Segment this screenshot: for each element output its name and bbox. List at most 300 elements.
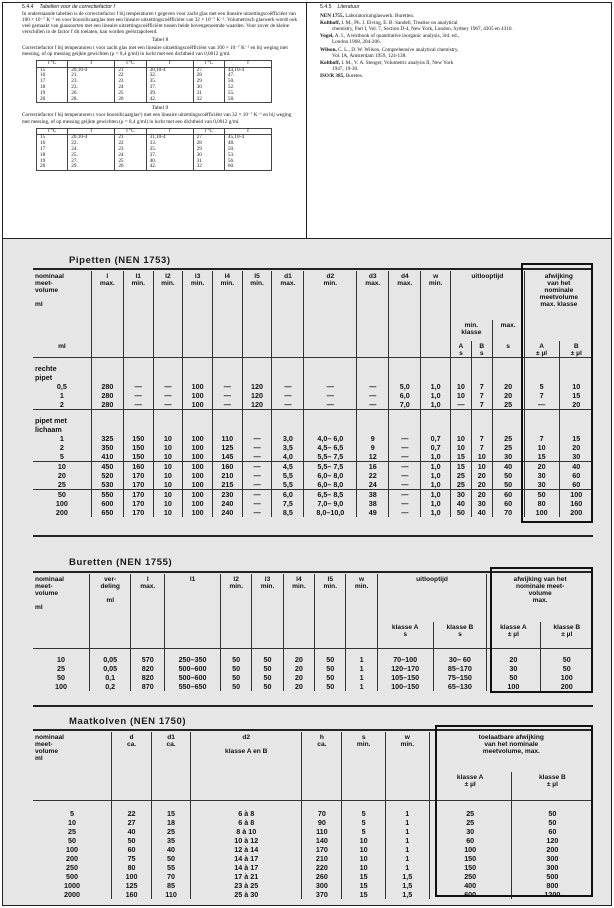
table-cell: 160 bbox=[123, 462, 153, 472]
table-cell: — bbox=[212, 391, 242, 400]
table-cell: 5,5– 7,5 bbox=[304, 462, 357, 472]
table-cell: — bbox=[272, 382, 304, 391]
table-cell: 38 bbox=[357, 490, 389, 500]
spacer bbox=[183, 341, 213, 358]
column-header: t °C bbox=[37, 128, 68, 135]
table-cell: 120 bbox=[511, 836, 593, 845]
table-cell: — bbox=[153, 391, 183, 400]
table-cell: 60 bbox=[429, 836, 511, 845]
table-cell: 7 bbox=[471, 400, 492, 410]
table-cell: 100 bbox=[183, 490, 213, 500]
table-cell: 450 bbox=[91, 462, 123, 472]
table-cell: — bbox=[153, 382, 183, 391]
table-cell: 38 bbox=[357, 499, 389, 508]
col-header-l1: l1 bbox=[165, 574, 221, 648]
spacer bbox=[91, 358, 123, 383]
table-cell: 12 bbox=[357, 452, 389, 462]
table-cell: 1 bbox=[385, 818, 429, 827]
table-cell: 10 bbox=[153, 452, 183, 462]
table-row bbox=[37, 97, 272, 103]
reference-continuation: London 1968, 204-206. bbox=[332, 39, 381, 46]
table-cell: 0,1 bbox=[90, 673, 131, 682]
table-cell: 60 bbox=[112, 845, 152, 854]
table-cell: 50 bbox=[252, 682, 283, 691]
spacer bbox=[389, 358, 421, 383]
pipetten-table bbox=[33, 271, 593, 517]
table-cell: 24. bbox=[68, 147, 115, 153]
table-cell: 1,5 bbox=[385, 890, 429, 899]
table-cell: 42. bbox=[146, 164, 193, 170]
left-section-title: Tabellen voor de correctiefactor f bbox=[39, 4, 115, 10]
col-header-l4: l4 min. bbox=[283, 574, 314, 648]
table-cell: 50 bbox=[57, 672, 66, 682]
table-cell: 6 à 8 bbox=[191, 818, 302, 827]
buretten-afwijking-box bbox=[490, 567, 593, 693]
reference-source: NEN 1755, bbox=[320, 13, 346, 20]
table-cell: 300 bbox=[511, 863, 593, 872]
table-cell: 1,0 bbox=[421, 499, 451, 508]
table-cell: 0,05 bbox=[90, 648, 131, 664]
col-afw-B-header: klasse B ± µl bbox=[511, 772, 593, 800]
spacer bbox=[304, 341, 357, 358]
col-header-l3: l3 min. bbox=[183, 271, 213, 341]
table-cell: 30 bbox=[429, 827, 511, 836]
table-cell: 31 bbox=[193, 159, 224, 165]
table-cell: 120 bbox=[242, 391, 272, 400]
table-cell: 15 bbox=[37, 135, 68, 141]
table-cell: — bbox=[242, 480, 272, 490]
table-cell: 20,10-4 bbox=[68, 135, 115, 141]
table-cell: 53. bbox=[224, 153, 271, 159]
table-cell: 1 bbox=[385, 800, 429, 818]
table-cell: 15 bbox=[342, 890, 386, 899]
table-cell: 0,05 bbox=[90, 664, 131, 673]
table-cell: 500 bbox=[66, 871, 79, 881]
column-header: f bbox=[68, 128, 115, 135]
table-cell: 23 à 25 bbox=[191, 881, 302, 890]
table-cell: 29 bbox=[193, 147, 224, 153]
table-cell: 600 bbox=[429, 890, 511, 899]
table-cell: 50 bbox=[315, 682, 346, 691]
spacer bbox=[91, 410, 123, 435]
table-cell: 1,0 bbox=[421, 382, 451, 391]
column-header: t °C bbox=[115, 60, 146, 67]
table-cell: 6 à 8 bbox=[191, 800, 302, 818]
table-cell: 6,0 bbox=[272, 490, 304, 500]
table-cell: 50 bbox=[152, 854, 191, 863]
table-cell: 22. bbox=[68, 141, 115, 147]
table-cell: 0,5 bbox=[56, 382, 67, 391]
table-cell: 45,10-4 bbox=[224, 135, 271, 141]
table-cell: 40 bbox=[471, 508, 492, 517]
table-cell: 170 bbox=[302, 845, 342, 854]
col-header-l: l max. bbox=[131, 574, 165, 648]
table-cell: 1,0 bbox=[421, 400, 451, 410]
table-cell: 5 bbox=[33, 800, 112, 818]
table-cell: 100 bbox=[559, 490, 593, 500]
table-cell: 37. bbox=[146, 153, 193, 159]
spacer bbox=[492, 410, 524, 435]
pipetten-rule bbox=[33, 268, 593, 270]
table-cell: 5 bbox=[524, 382, 559, 391]
reference-text: C. L., D. W. Wilson, Comprehensive analytical chemistry, bbox=[338, 46, 459, 53]
table-cell: 75 bbox=[112, 854, 152, 863]
table-cell: — bbox=[242, 452, 272, 462]
table-cell: 150 bbox=[123, 434, 153, 443]
table-cell: 10 bbox=[451, 382, 472, 391]
table-cell: 50 bbox=[540, 664, 593, 673]
table-cell: 16 bbox=[37, 141, 68, 147]
table-cell: 4,5 bbox=[272, 462, 304, 472]
table-cell: 25 bbox=[429, 800, 511, 818]
table-cell: 29 bbox=[193, 79, 224, 85]
table-cell: 15 bbox=[152, 800, 191, 818]
table-cell: 1,5 bbox=[385, 881, 429, 890]
table-cell: 30 bbox=[487, 664, 540, 673]
table-cell: 50 bbox=[451, 508, 472, 517]
table-cell: 240 bbox=[212, 499, 242, 508]
table-cell: 20 bbox=[57, 471, 66, 480]
table-cell: 40 bbox=[152, 845, 191, 854]
table-cell: 55. bbox=[224, 91, 271, 97]
table-cell: 20 bbox=[559, 443, 593, 452]
table-cell: 7 bbox=[524, 391, 559, 400]
table-cell: 120 bbox=[242, 400, 272, 410]
table-cell: 65–130 bbox=[433, 682, 487, 691]
table-cell: 7,0– 9,0 bbox=[304, 499, 357, 508]
col-header-l2: l2 min. bbox=[220, 574, 251, 648]
table-cell: 100 bbox=[183, 434, 213, 443]
table-cell: 50 bbox=[220, 682, 251, 691]
table-cell: 210 bbox=[302, 854, 342, 863]
col-afw-A-header: klasse A ± µl bbox=[487, 622, 540, 648]
table-cell: 1,0 bbox=[421, 490, 451, 500]
table-cell: 16 bbox=[357, 462, 389, 472]
unit-ml: ml bbox=[58, 343, 66, 350]
table-cell: 25 bbox=[429, 818, 511, 827]
table-cell: 1,0 bbox=[421, 452, 451, 462]
reference-continuation: 1947, 19-30. bbox=[332, 65, 359, 72]
reference-continuation: Vol. IA, Amsterdam 1959, 124-138. bbox=[332, 52, 407, 59]
table-cell: 50 bbox=[511, 800, 593, 818]
table-cell: 150 bbox=[123, 443, 153, 452]
table-cell: — bbox=[272, 391, 304, 400]
table-row bbox=[33, 480, 593, 490]
table-cell: 40 bbox=[492, 462, 524, 472]
table-cell: 27 bbox=[193, 67, 224, 73]
table-cell: 28 bbox=[193, 73, 224, 79]
table-cell: 7 bbox=[471, 391, 492, 400]
table-cell: 10 bbox=[153, 508, 183, 517]
table-cell: 49 bbox=[357, 508, 389, 517]
table-cell: 10 bbox=[153, 471, 183, 480]
table-cell: 70 bbox=[492, 508, 524, 517]
table-cell: 20 bbox=[471, 480, 492, 490]
table-cell: 50 bbox=[315, 664, 346, 673]
table8 bbox=[36, 60, 272, 104]
table-cell: 105–150 bbox=[377, 673, 433, 682]
table-cell: — bbox=[212, 382, 242, 391]
table-cell: 15 bbox=[37, 67, 68, 73]
table-cell: 10 bbox=[153, 443, 183, 452]
table-cell: 21 bbox=[115, 135, 146, 141]
table-cell: — bbox=[389, 443, 421, 452]
col-header-l4: l4 min. bbox=[212, 271, 242, 341]
table-cell: 1 bbox=[385, 845, 429, 854]
col-header-d4: d4 max. bbox=[389, 271, 421, 341]
table-row bbox=[33, 382, 593, 391]
table-cell: 50 bbox=[492, 471, 524, 480]
table-cell: 400 bbox=[429, 881, 511, 890]
table-cell: 100 bbox=[183, 499, 213, 508]
table-cell: 10 bbox=[451, 391, 472, 400]
table-cell: — bbox=[123, 391, 153, 400]
table-cell: 100 bbox=[183, 508, 213, 517]
table-cell: 19 bbox=[37, 91, 68, 97]
table-cell: 10 bbox=[342, 854, 386, 863]
table-cell: 125 bbox=[112, 881, 152, 890]
group-label-row bbox=[33, 358, 593, 383]
table-cell: 50 bbox=[524, 490, 559, 500]
table-cell: 50 bbox=[33, 490, 91, 500]
table-cell: 58. bbox=[224, 97, 271, 103]
table-cell: 30 bbox=[524, 471, 559, 480]
column-header: t °C bbox=[115, 128, 146, 135]
table-cell: 20 bbox=[471, 490, 492, 500]
table-cell: 25 bbox=[57, 480, 66, 489]
table-cell: 17 à 21 bbox=[191, 872, 302, 881]
table-cell: 15 bbox=[559, 391, 593, 400]
table-cell: 350 bbox=[91, 443, 123, 452]
table-cell: 17 bbox=[37, 79, 68, 85]
table-row bbox=[33, 508, 593, 517]
table-cell: 20 bbox=[471, 471, 492, 480]
table9 bbox=[36, 128, 272, 172]
spacer bbox=[304, 410, 357, 435]
table-cell: 100 bbox=[183, 400, 213, 410]
table-cell: 20 bbox=[283, 664, 314, 673]
table-cell: 56. bbox=[224, 159, 271, 165]
table-cell: 6,0– 8,0 bbox=[304, 471, 357, 480]
table-cell: 28. bbox=[68, 97, 115, 103]
col-afwijking-header: afwijking van het nominale meet- volume max. bbox=[487, 574, 593, 622]
table-cell: 5,5 bbox=[272, 480, 304, 490]
table-cell: — bbox=[389, 452, 421, 462]
column-header: f bbox=[146, 60, 193, 67]
table-cell: 30– 60 bbox=[433, 648, 487, 664]
col-header-w: w min. bbox=[346, 574, 377, 648]
table-cell: 70 bbox=[302, 800, 342, 818]
table-cell: — bbox=[389, 490, 421, 500]
right-page-header bbox=[320, 4, 605, 10]
table-cell: 50 bbox=[252, 673, 283, 682]
spacer bbox=[421, 410, 451, 435]
col-uitlooptijd-header: uitlooptijd bbox=[377, 574, 486, 622]
table-cell: 80 bbox=[524, 499, 559, 508]
col-B-header: B s bbox=[471, 341, 492, 358]
spacer bbox=[91, 341, 123, 358]
reference-item bbox=[320, 20, 605, 32]
table-cell: 30 bbox=[524, 480, 559, 490]
column-header: t °C bbox=[37, 60, 68, 67]
spacer bbox=[123, 358, 153, 383]
reference-source: ISO/R 385, bbox=[320, 72, 346, 79]
table-cell: 24 bbox=[357, 480, 389, 490]
table-cell: 22 bbox=[115, 73, 146, 79]
table-cell: 30 bbox=[451, 490, 472, 500]
table-cell: 30 bbox=[559, 452, 593, 462]
table-cell: 29. bbox=[68, 164, 115, 170]
table-cell: 24 bbox=[115, 85, 146, 91]
table-cell: 150 bbox=[429, 854, 511, 863]
column-header: f bbox=[68, 60, 115, 67]
table-cell: 6,0– 8,0 bbox=[304, 480, 357, 490]
table-cell: 10 bbox=[68, 817, 77, 827]
table-cell: 370 bbox=[302, 890, 342, 899]
spacer bbox=[242, 358, 272, 383]
table-cell: 40 bbox=[112, 827, 152, 836]
table-cell: — bbox=[242, 462, 272, 472]
table-cell: — bbox=[389, 499, 421, 508]
table-cell: 50 bbox=[487, 673, 540, 682]
col-header-l1: l1 min. bbox=[123, 271, 153, 341]
spacer bbox=[357, 341, 389, 358]
table-cell: 7 bbox=[471, 443, 492, 452]
reference-source: Wilson, bbox=[320, 46, 339, 53]
table-cell: 60 bbox=[511, 827, 593, 836]
spacer bbox=[123, 410, 153, 435]
table-cell: 70 bbox=[152, 872, 191, 881]
table-cell: — bbox=[389, 434, 421, 443]
reference-text: Laboratoriumglaswerk. Buretten. bbox=[345, 13, 415, 20]
spacer bbox=[357, 410, 389, 435]
table-cell: 25 bbox=[451, 480, 472, 490]
table-cell: 15 bbox=[524, 452, 559, 462]
table-cell: 23. bbox=[68, 85, 115, 91]
table-cell: 40 bbox=[451, 499, 472, 508]
reference-text: I. M., Ph. J. Elving, E. B. Sandell, Treatise on analytical bbox=[341, 20, 458, 27]
table-cell: — bbox=[272, 400, 304, 410]
table-cell: 39. bbox=[146, 91, 193, 97]
section-rule-2 bbox=[33, 705, 593, 707]
table-cell: 20 bbox=[37, 164, 68, 170]
table-cell: 100–150 bbox=[377, 682, 433, 691]
table-cell: 1 bbox=[385, 827, 429, 836]
table-cell: 60 bbox=[559, 471, 593, 480]
table-cell: 6,5– 8,5 bbox=[304, 490, 357, 500]
table-cell: 100 bbox=[183, 452, 213, 462]
table-cell: 200 bbox=[511, 845, 593, 854]
table-cell: 60 bbox=[492, 490, 524, 500]
reference-text: A. I., A textbook of quantitative inorganic analysis, 3rd. ed., bbox=[334, 33, 460, 40]
spacer bbox=[357, 358, 389, 383]
table-cell: 1 bbox=[346, 648, 377, 664]
spacer bbox=[242, 341, 272, 358]
col-header-d3: d3 max. bbox=[357, 271, 389, 341]
table-cell: 25 à 30 bbox=[191, 890, 302, 899]
table-cell: 23 bbox=[115, 79, 146, 85]
table-cell: 120 bbox=[242, 382, 272, 391]
reference-list bbox=[320, 13, 605, 79]
table-row bbox=[33, 400, 593, 410]
buretten-title: Buretten (NEN 1755) bbox=[69, 557, 173, 568]
table-cell: 170 bbox=[123, 508, 153, 517]
col-header-w: w min. bbox=[421, 271, 451, 341]
table-cell: 3,5 bbox=[272, 443, 304, 452]
table-cell: 1200 bbox=[511, 890, 593, 899]
table-cell: 820 bbox=[131, 673, 165, 682]
table-cell: 15 bbox=[451, 462, 472, 472]
spacer bbox=[471, 358, 492, 383]
col-header-d1: d1 ca. bbox=[152, 732, 191, 800]
table-cell: 30,10-4 bbox=[146, 67, 193, 73]
table9-caption: Tabel 9 bbox=[151, 105, 169, 112]
table-cell: 2 bbox=[59, 443, 64, 452]
table-cell: 50. bbox=[224, 147, 271, 153]
table-cell: 50. bbox=[224, 79, 271, 85]
table-cell: 100 bbox=[183, 480, 213, 490]
table-cell: 25 bbox=[492, 434, 524, 443]
table-cell: 1 bbox=[346, 673, 377, 682]
spacer bbox=[212, 341, 242, 358]
table-cell: 20,10-4 bbox=[68, 67, 115, 73]
table-row bbox=[37, 164, 272, 170]
table-cell: — bbox=[304, 382, 357, 391]
table-cell: 100 bbox=[66, 844, 79, 854]
table-cell: 1 bbox=[385, 863, 429, 872]
table-cell: 15 bbox=[342, 872, 386, 881]
table-cell: 10 bbox=[33, 648, 90, 664]
spacer bbox=[153, 341, 183, 358]
table-cell: 1 bbox=[385, 854, 429, 863]
col-uitlooptijd-header: uitlooptijd bbox=[451, 271, 525, 320]
table-cell: 28 bbox=[193, 141, 224, 147]
right-section-number: 5.4.5 bbox=[320, 4, 332, 10]
col-header-d2: d2 min. bbox=[304, 271, 357, 341]
table-cell: 150 bbox=[429, 863, 511, 872]
table-cell: 20 bbox=[524, 462, 559, 472]
table-cell: 10 bbox=[559, 382, 593, 391]
col-afw-B-header: klasse B ± µl bbox=[540, 622, 593, 648]
table-cell: 10 bbox=[153, 499, 183, 508]
table-cell: — bbox=[357, 391, 389, 400]
table-cell: 170 bbox=[123, 471, 153, 480]
table-cell: 14 à 17 bbox=[191, 854, 302, 863]
table-cell: 10 bbox=[342, 845, 386, 854]
spacer bbox=[272, 341, 304, 358]
table-cell: 50 bbox=[540, 648, 593, 664]
table-cell: 800 bbox=[511, 881, 593, 890]
reference-item bbox=[320, 73, 605, 79]
table-cell: 150 bbox=[123, 452, 153, 462]
table-cell: 325 bbox=[91, 434, 123, 443]
table-cell: 110 bbox=[302, 827, 342, 836]
table-cell: 10 bbox=[153, 434, 183, 443]
table-cell: 0,7 bbox=[421, 443, 451, 452]
table-cell: 32 bbox=[193, 97, 224, 103]
table-cell: 530 bbox=[91, 480, 123, 490]
table-cell: — bbox=[357, 382, 389, 391]
table-cell: 50 bbox=[220, 664, 251, 673]
table-cell: 6,0 bbox=[389, 391, 421, 400]
spacer bbox=[389, 410, 421, 435]
table-cell: 1,0 bbox=[421, 462, 451, 472]
table-row bbox=[33, 471, 593, 480]
table-cell: 5,5– 7,5 bbox=[304, 452, 357, 462]
table-cell: 35. bbox=[146, 147, 193, 153]
table-cell: 23. bbox=[68, 79, 115, 85]
table-cell: 820 bbox=[131, 664, 165, 673]
